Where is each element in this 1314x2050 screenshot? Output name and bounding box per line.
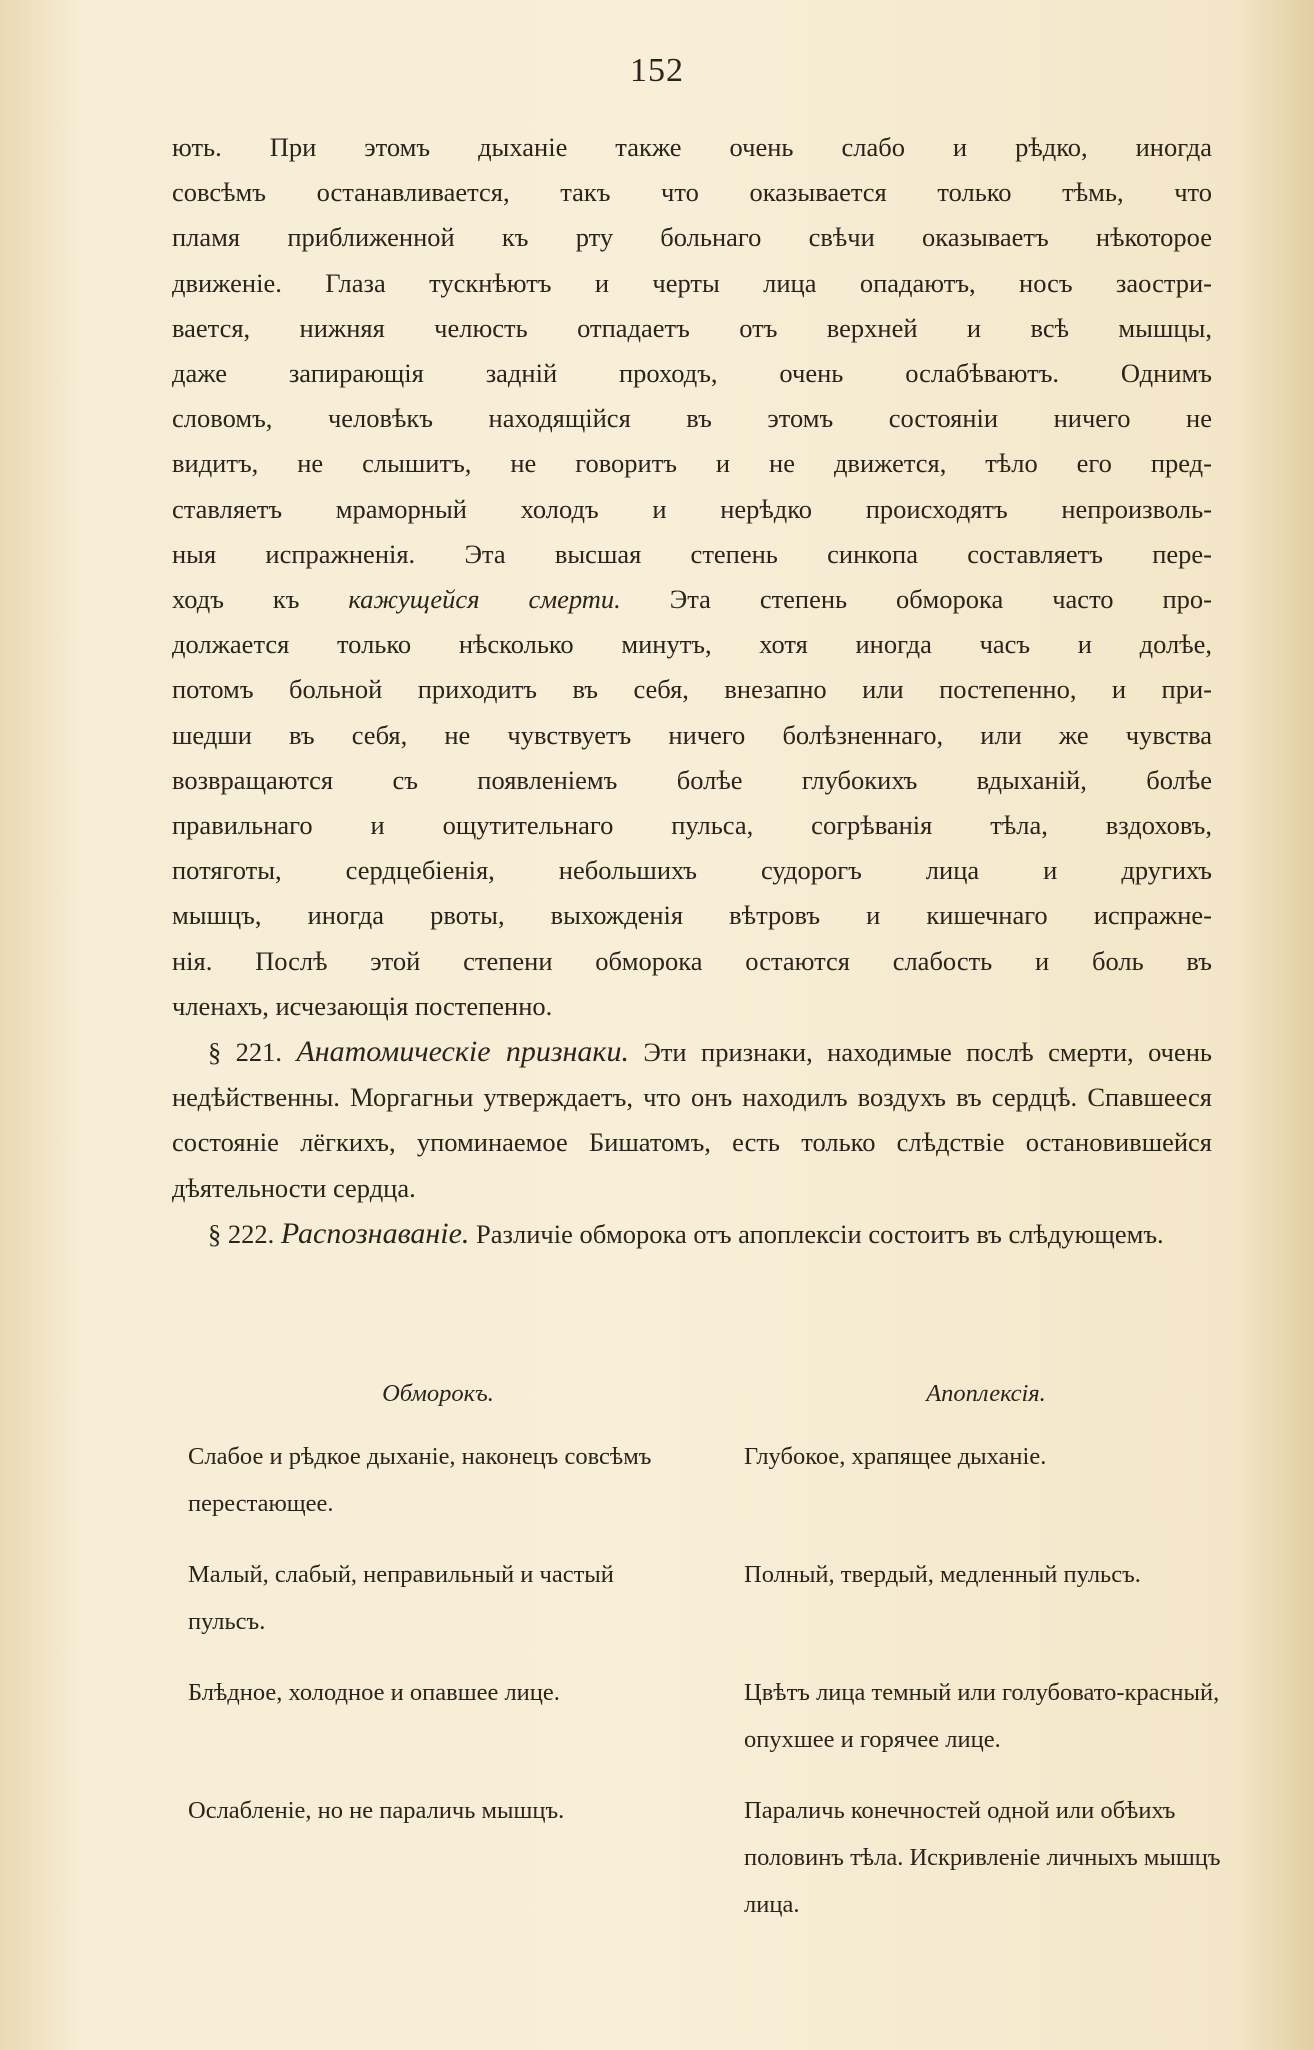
comparison-cell: Глубокое, храпящее дыханіе. [744,1443,1047,1470]
text-line: правильнаго и ощутительнаго пульса, согрѣванія тѣла, вздоховъ, [172,810,1212,841]
text-line: шедши въ себя, не чувствуетъ ничего болѣзненнаго, или же чувства [172,719,1212,750]
text-line: движеніе. Глаза тускнѣютъ и черты лица опадаютъ, носъ заостри- [172,267,1212,298]
paragraph-continuation [172,125,1212,1029]
text-line: потомъ больной приходитъ въ себя, внезапно или постепенно, и при- [172,674,1212,705]
section-number: § 221. [208,1037,283,1068]
comparison-cell: Параличь конечностей одной или обѣихъ половинъ тѣла. Искривленіе личныхъ мышцъ лица. [744,1797,1221,1918]
text-line: потяготы, сердцебіенія, небольшихъ судорогъ лица и другихъ [172,855,1212,886]
section-222 [172,1211,1212,1257]
section-221 [172,1029,1212,1211]
comparison-cell: Цвѣтъ лица темный или голубовато-красный, опухшее и горячее лице. [744,1679,1220,1753]
italic-term: кажущейся смерти. [348,584,621,615]
text-line: пламя приближенной къ рту больнаго свѣчи оказываетъ нѣкоторое [172,222,1212,253]
section-text: Различіе обморока отъ апоплексіи состоитъ въ слѣдующемъ. [476,1218,1164,1249]
text-line: членахъ, исчезающія постепенно. [172,990,553,1021]
text-line: видитъ, не слышитъ, не говоритъ и не движется, тѣло его пред- [172,448,1212,479]
comparison-cell: Малый, слабый, неправильный и частый пульсъ. [188,1561,614,1635]
section-number: § 222. [208,1218,275,1249]
comparison-table [188,1370,1221,1952]
text-line: даже запирающія задній проходъ, очень ослабѣваютъ. Однимъ [172,358,1212,389]
section-text: Эти признаки, находимые послѣ смерти, очень недѣйственны. Моргагньи утверждаетъ, что онъ находилъ воздухъ въ сердцѣ. Спавшееся состояніе лёгкихъ, упоминаемое Бишатомъ, есть только слѣдствіе остановившейся дѣятельности сердца. [172,1037,1212,1203]
section-title: Распознаваніе. [280,1216,470,1250]
text-line: ставляетъ мраморный холодъ и нерѣдко происходятъ непроизволь- [172,493,1212,524]
comparison-cell: Слабое и рѣдкое дыханіе, наконецъ совсѣмъ перестающее. [188,1443,652,1517]
text-line: словомъ, человѣкъ находящійся въ этомъ состояніи ничего не [172,403,1212,434]
comparison-cell: Полный, твердый, медленный пульсъ. [744,1561,1141,1588]
column-header-apoplexy: Апоплексія. [926,1380,1046,1407]
comparison-cell: Ослабленіе, но не параличь мышцъ. [188,1797,565,1824]
comparison-cell: Блѣдное, холодное и опавшее лице. [188,1679,560,1706]
text-line [172,577,1212,622]
text-line: совсѣмъ останавливается, такъ что оказывается только тѣмь, что [172,177,1212,208]
text-line: нія. Послѣ этой степени обморока остаются слабость и боль въ [172,945,1212,976]
text-fragment: Эта степень обморока часто про- [620,584,1212,615]
text-fragment: ходъ къ [172,584,349,615]
section-title: Анатомическіе признаки. [296,1035,629,1069]
text-line: ють. При этомъ дыханіе также очень слабо и рѣдко, иногда [172,132,1212,162]
text-line: должается только нѣсколько минутъ, хотя иногда часъ и долѣе, [172,629,1212,660]
body-text [172,125,1212,1257]
page-number: 152 [630,52,684,89]
text-line: вается, нижняя челюсть отпадаетъ отъ верхней и всѣ мышцы, [172,312,1212,343]
text-line: возвращаются съ появленіемъ болѣе глубокихъ вдыханій, болѣе [172,764,1212,795]
column-header-syncope: Обморокъ. [382,1380,494,1407]
text-line: мышцъ, иногда рвоты, выхожденія вѣтровъ и кишечнаго испражне- [172,900,1212,931]
text-line: ныя испражненія. Эта высшая степень синкопа составляетъ пере- [172,538,1212,569]
